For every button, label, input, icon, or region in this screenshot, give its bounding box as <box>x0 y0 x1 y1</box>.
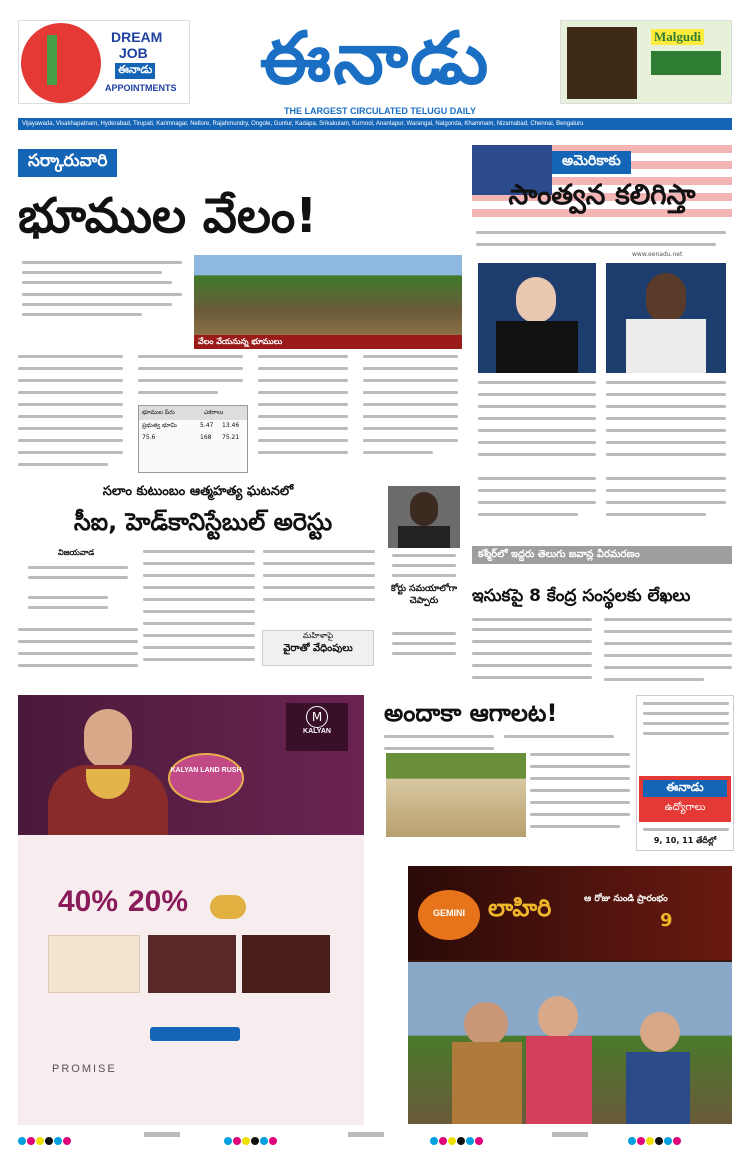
crime-box-title: వైరాతో వేధింపులు <box>283 643 353 654</box>
crime-quote-text: కోర్టు సమయాలోగా చెప్పారు <box>390 584 458 606</box>
wait-headline[interactable]: అందాకా ఆగాలట! <box>384 699 558 727</box>
badge-title: ఈనాడు <box>643 780 727 797</box>
show-time: 9 <box>660 910 673 931</box>
promise-logo: PROMISE <box>52 1063 117 1075</box>
crime-kicker: సలాం కుటుంబం ఆత్మహత్య ఘటనలో <box>102 484 294 499</box>
harris-photo <box>606 263 726 373</box>
collection-name: KALYAN LAND RUSH <box>170 767 242 774</box>
table-header-2: ఎకరాలు <box>204 409 224 416</box>
masthead-tagline: THE LARGEST CIRCULATED TELUGU DAILY <box>283 106 476 116</box>
left-masthead-ad[interactable] <box>18 20 190 104</box>
us-story[interactable] <box>472 145 732 537</box>
editions-list: Vijayawada, Visakhapatnam, Hyderabad, Tirupati, Karimnagar, Nellore, Rajahmundry, Ongole, Guntur, Kadapa, Srikakulam, Kurnool, Anantapur, Warangal, Nalgonda, Khammam, Nizamabad, Chennai, Bengaluru <box>22 121 584 127</box>
crime-box[interactable] <box>262 630 374 666</box>
kashmir-story[interactable] <box>472 546 732 686</box>
us-kicker: అమెరికాకు <box>552 151 631 174</box>
eenadu-jobs-box[interactable] <box>636 695 734 851</box>
table-row: ప్రభుత్వ భూమి 5.47 13.46 <box>142 422 240 429</box>
kalyan-logo <box>286 703 348 751</box>
crime-sidebar <box>18 548 138 559</box>
us-headline[interactable]: సాంత్వన కలిగిస్తా <box>508 178 696 211</box>
dream-telugu: ఈనాడు <box>115 63 155 79</box>
biden-photo <box>478 263 596 373</box>
us-url: www.eenadu.net <box>632 251 683 258</box>
editions-bar <box>18 118 732 130</box>
kashmir-headline[interactable]: ఇసుకపై 8 కేంద్ర సంస్థలకు లేఖలు <box>472 586 691 606</box>
table-header-1: భూముల పేరు <box>142 409 175 416</box>
ad-tree-graphic <box>47 35 57 85</box>
ad-product-image <box>567 27 637 99</box>
lead-kicker: సర్కారువారి <box>18 149 117 177</box>
crime-box-label: మహిళాపై <box>302 631 334 640</box>
tv-ad-scene <box>408 962 732 1124</box>
jewelry-photo-3 <box>242 935 330 993</box>
right-masthead-ad[interactable] <box>560 20 732 104</box>
off-1: 40% <box>58 885 119 918</box>
ad-circle-graphic <box>21 23 101 103</box>
jewelry-ad[interactable] <box>18 695 364 1125</box>
badge-sub: ఉద్యోగాలు <box>664 802 706 813</box>
show-start-text: ఆ రోజు నుండి ప్రారంభం <box>584 894 668 904</box>
tv-ad[interactable] <box>408 866 732 1124</box>
gemini-label: GEMINI <box>432 908 465 918</box>
kalyan-logo-icon: M <box>306 706 328 728</box>
crime-sidebar-label: విజయవాడ <box>58 548 95 557</box>
jewelry-photo-2 <box>148 935 236 993</box>
model-photo <box>48 709 168 835</box>
crime-quote <box>388 552 460 670</box>
kalyan-logo-text: KALYAN <box>303 728 331 735</box>
lead-story[interactable] <box>18 145 463 475</box>
table-row: 75.6 168 75.21 <box>142 434 240 441</box>
dream-line2: JOB <box>119 45 148 61</box>
lead-image <box>194 255 462 335</box>
crime-person-photo <box>388 486 460 548</box>
dream-appointments: APPOINTMENTS <box>105 83 177 93</box>
store-badge[interactable] <box>150 1027 240 1041</box>
eenadu-badge <box>639 776 731 822</box>
ad-banner-strip <box>651 51 721 75</box>
jobs-footer: 9, 10, 11 తేదీల్లో <box>653 836 717 845</box>
collection-badge <box>168 753 244 803</box>
masthead-title[interactable]: ఈనాడు <box>259 16 491 100</box>
off-2: 20% <box>128 885 189 918</box>
masthead <box>0 0 750 135</box>
crime-story[interactable] <box>18 480 463 680</box>
gold-coin <box>210 895 246 919</box>
jewelry-photo-1 <box>48 935 140 993</box>
lead-headline[interactable]: భూముల వేలం! <box>18 188 318 244</box>
crime-headline[interactable]: సీఐ, హెడ్‌కానిస్టేబుల్ అరెస్టు <box>73 508 333 536</box>
dream-line1: DREAM <box>111 29 163 45</box>
kashmir-kicker: కశ్మీర్‌లో ఇద్దరు తెలుగు జవాన్ల వీరమరణం <box>472 546 732 564</box>
lead-image-caption: వేలం వేయనున్న భూములు <box>194 335 462 349</box>
lead-table <box>138 405 248 473</box>
wait-story[interactable] <box>380 695 736 855</box>
registration-marks <box>18 1130 732 1142</box>
malgudi-brand: Malgudi <box>651 29 704 45</box>
show-title: లాహిరి <box>488 894 552 922</box>
gemini-logo <box>418 890 480 940</box>
wait-photo <box>386 753 526 837</box>
